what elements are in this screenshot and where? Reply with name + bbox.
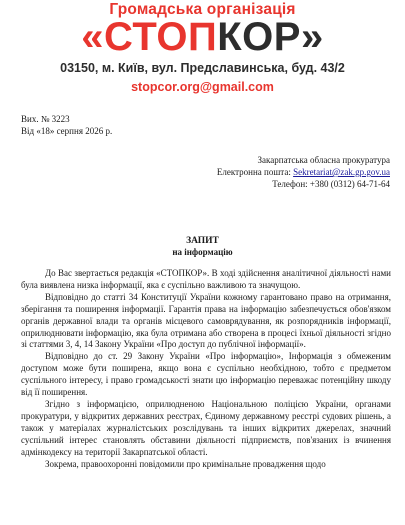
outgoing-date: Від «18» серпня 2026 р. <box>21 126 113 136</box>
recipient-block <box>217 154 390 190</box>
paragraph: Згідно з інформацією, оприлюдненою Національною поліцією України, органами прокуратури, у відкритих державних реєстрах, Єдиному державному реєстрі судових рішень, а також у матеріалах журналістських розслідувань та інших відкритих джерелах, значний суспільний інтерес становлять обставини діяльності підприємств, пов'язаних із вчинення адмінкодексу на території Закарпатської області. <box>21 398 391 457</box>
logo-part-kor: КОР» <box>217 15 324 59</box>
logo-part-stop: «СТОП <box>81 15 218 59</box>
recipient-name: Закарпатська обласна прокуратура <box>257 155 390 165</box>
organization-address: 03150, м. Київ, вул. Предславинська, буд. 43/2 <box>60 61 345 75</box>
outgoing-reference <box>21 113 112 137</box>
recipient-phone-line <box>217 178 390 190</box>
organization-name: Громадська організація <box>109 1 296 18</box>
document-body <box>21 268 391 470</box>
outgoing-number: Вих. № 3223 <box>21 114 70 124</box>
recipient-email-line <box>217 166 390 178</box>
paragraph: Відповідно до статті 34 Конституції України кожному гарантовано право на отримання, зберігання та поширення інформації. Гарантія права на інформацію забезпечується обов'язком органів державної влади та органів місцевого самоврядування, як розпорядників інформації, оприлюднювати інформацію, яка була отримана або створена в процесі їхньої діяльності згідно зі статтями 3, 4, 14 Закону України «Про доступ до публічної інформації». <box>21 291 391 350</box>
organization-logo <box>0 14 405 60</box>
document-subtitle: на інформацію <box>172 247 233 257</box>
recipient-email-label: Електронна пошта: <box>216 167 291 177</box>
paragraph: До Вас звертається редакція «СТОПКОР». В ході здійснення аналітичної діяльності нами була виявлена низка інформації, яка є суспільно важливою та значущою. <box>21 268 391 290</box>
paragraph: Відповідно до ст. 29 Закону України «Про інформацію», Інформація з обмеженим доступом може бути поширена, якщо вона є суспільно необхідною, тобто є предметом суспільного інтересу, і право громадськості знати цю інформацію переважає потенційну шкоду від її поширення. <box>21 351 391 398</box>
recipient-email-link[interactable]: Sekretariat@zak.gp.gov.ua <box>293 167 390 177</box>
document-title: ЗАПИТ <box>186 236 219 246</box>
recipient-phone-label: Телефон: <box>272 179 308 189</box>
paragraph: Зокрема, правоохоронні повідомили про кримінальне провадження щодо <box>45 458 326 469</box>
recipient-phone: +380 (0312) 64-71-64 <box>309 179 390 189</box>
organization-email[interactable]: stopcor.org@gmail.com <box>131 80 274 94</box>
